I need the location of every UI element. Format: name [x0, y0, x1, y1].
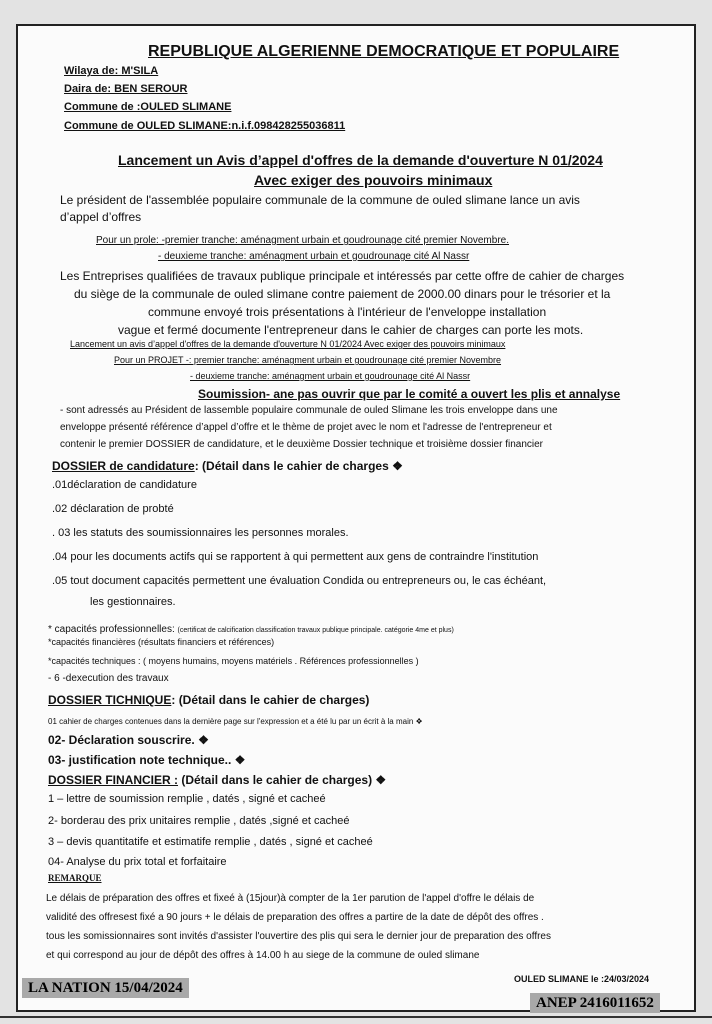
financier-item-2: 2- borderau des prix unitaires remplie , datés ,signé et cacheé: [48, 815, 350, 827]
financier-item-4: 04- Analyse du prix total et forfaitaire: [48, 856, 227, 868]
financier-heading-row: [48, 772, 386, 788]
financier-heading: DOSSIER FINANCIER :: [48, 773, 179, 787]
republic-title: REPUBLIQUE ALGERIENNE DEMOCRATIQUE ET POPULAIRE: [148, 43, 620, 60]
candidature-item-5: .05 tout document capacités permettent une évaluation Condida ou entrepreneurs ou, le cas échéant,: [52, 575, 547, 587]
intro-line-1: Le président de l'assemblée populaire communale de la commune de ouled slimane lance un avis: [60, 193, 580, 207]
daira: Daira de: BEN SEROUR: [64, 83, 188, 95]
technique-item-3: 03- justification note technique.. ❖: [48, 753, 246, 767]
candidature-item-1: .01déclaration de candidature: [52, 479, 197, 491]
financier-item-1: 1 – lettre de soumission remplie , datés , signé et cacheé: [48, 793, 326, 805]
para2-line-4: vague et fermé documente l'entrepreneur dans le cahier de charges can porte les mots.: [118, 323, 584, 337]
soumission-title: Soumission- ane pas ouvrir que par le comité a ouvert les plis et annalyse: [198, 387, 621, 401]
signoff-date: OULED SLIMANE le :24/03/2024: [514, 974, 650, 984]
financier-item-3: 3 – devis quantitatife et estimatife remplie , datés , signé et cacheé: [48, 836, 373, 848]
wilaya: Wilaya de: M'SILA: [64, 65, 159, 77]
notice-frame: [16, 24, 696, 1012]
candidature-item-4: .04 pour les documents actifs qui se rapportent à qui permettent aux gens de contraindre l'institution: [52, 551, 539, 563]
repeat-tranche-2: - deuxieme tranche: aménagment urbain et goudrounage cité Al Nassr: [190, 371, 471, 381]
technique-heading-row: [48, 692, 369, 708]
notice-title: Lancement un Avis d’appel d'offres de la demande d'ouverture N 01/2024: [118, 152, 603, 168]
candidature-item-2: .02 déclaration de probté: [52, 503, 174, 515]
project-tranche-2: - deuxieme tranche: aménagment urbain et goudrounage cité Al Nassr: [158, 251, 470, 262]
capacites-financieres: *capacités financières (résultats financiers et références): [48, 637, 275, 647]
repeat-title: Lancement un avis d’appel d'offres de la demande d'ouverture N 01/2024 Avec exiger des pouvoirs minimaux: [70, 339, 506, 349]
cap1-detail: (certificat de calcification classification travaux publique principale. catégorie 4me et plus): [177, 627, 454, 634]
repeat-tranche-1: Pour un PROJET -: premier tranche: aménagment urbain et goudrounage cité premier Novembre: [114, 355, 502, 365]
commune: Commune de :OULED SLIMANE: [64, 101, 232, 113]
technique-detail: : (Détail dans le cahier de charges): [171, 693, 370, 707]
para2-line-2: du siège de la communale de ouled slimane contre paiement de 2000.00 dinars pour le trésorier et la: [74, 287, 611, 301]
commune-nif: Commune de OULED SLIMANE:n.i.f.098428255036811: [64, 120, 346, 132]
remarque-line-4: et qui correspond au jour de dépôt des offres à 14.00 h au siege de la commune de ouled slimane: [46, 950, 480, 961]
para2-line-3: commune envoyé trois présentations à l'intérieur de l'enveloppe installation: [148, 305, 547, 319]
candidature-detail: : (Détail dans le cahier de charges ❖: [194, 459, 403, 473]
newspaper-stamp: LA NATION 15/04/2024: [22, 978, 189, 998]
project-tranche-1: Pour un prole: -premier tranche: aménagment urbain et goudrounage cité premier Novembre.: [96, 235, 509, 246]
candidature-heading: DOSSIER de candidature: [52, 459, 195, 473]
remarque-line-2: validité des offresest fixé a 90 jours + le délais de preparation des offres a partire de la date de dépôt des offres .: [46, 912, 544, 923]
soumission-line-2: enveloppe présenté référence d’appel d’offre et le thème de projet avec le nom et l'adresse de l'entrepreneur et: [60, 422, 552, 433]
technique-item-1: 01 cahier de charges contenues dans la dernière page sur l'expression et a été lu par un écrit à la main ❖: [48, 717, 423, 726]
para2-line-1: Les Entreprises qualifiées de travaux publique principale et intéressés par cette offre de cahier de charges: [60, 269, 625, 283]
candidature-item-3: . 03 les statuts des soumissionnaires les personnes morales.: [52, 527, 349, 539]
remarque-line-1: Le délais de préparation des offres et fixeé à (15jour)à compter de la 1er parution de l'appel d'offre le délais de: [46, 893, 535, 904]
candidature-heading-row: [52, 458, 403, 474]
financier-detail: (Détail dans le cahier de charges) ❖: [178, 773, 387, 787]
intro-line-2: d’appel d’offres: [60, 210, 142, 224]
remarque-line-3: tous les somissionnaires sont invités d'assister l'ouvertire des plis qui sera le dernier jour de preparation des offres: [46, 931, 551, 942]
candidature-gestionnaires: les gestionnaires.: [90, 596, 176, 608]
cap1-label: * capacités professionnelles:: [48, 624, 178, 635]
technique-heading: DOSSIER TICHNIQUE: [48, 693, 172, 707]
remarque-heading: REMARQUE: [48, 873, 102, 883]
anep-stamp: ANEP 2416011652: [530, 993, 660, 1013]
soumission-line-1: - sont adressés au Président de lassemble populaire communale de ouled Slimane les trois enveloppe dans une: [60, 405, 558, 416]
footer-rule: [0, 1016, 712, 1018]
soumission-line-3: contenir le premier DOSSIER de candidature, et le deuxième Dossier technique et troisième dossier financier: [60, 439, 544, 450]
technique-item-2: 02- Déclaration souscrire. ❖: [48, 733, 209, 747]
notice-subtitle: Avec exiger des pouvoirs minimaux: [254, 172, 493, 188]
capacites-techniques: *capacités techniques : ( moyens humains, moyens matériels . Références professionnelles ): [48, 656, 419, 666]
candidature-item-6: - 6 -dexecution des travaux: [48, 673, 169, 684]
capacites-professionnelles: [48, 620, 454, 636]
